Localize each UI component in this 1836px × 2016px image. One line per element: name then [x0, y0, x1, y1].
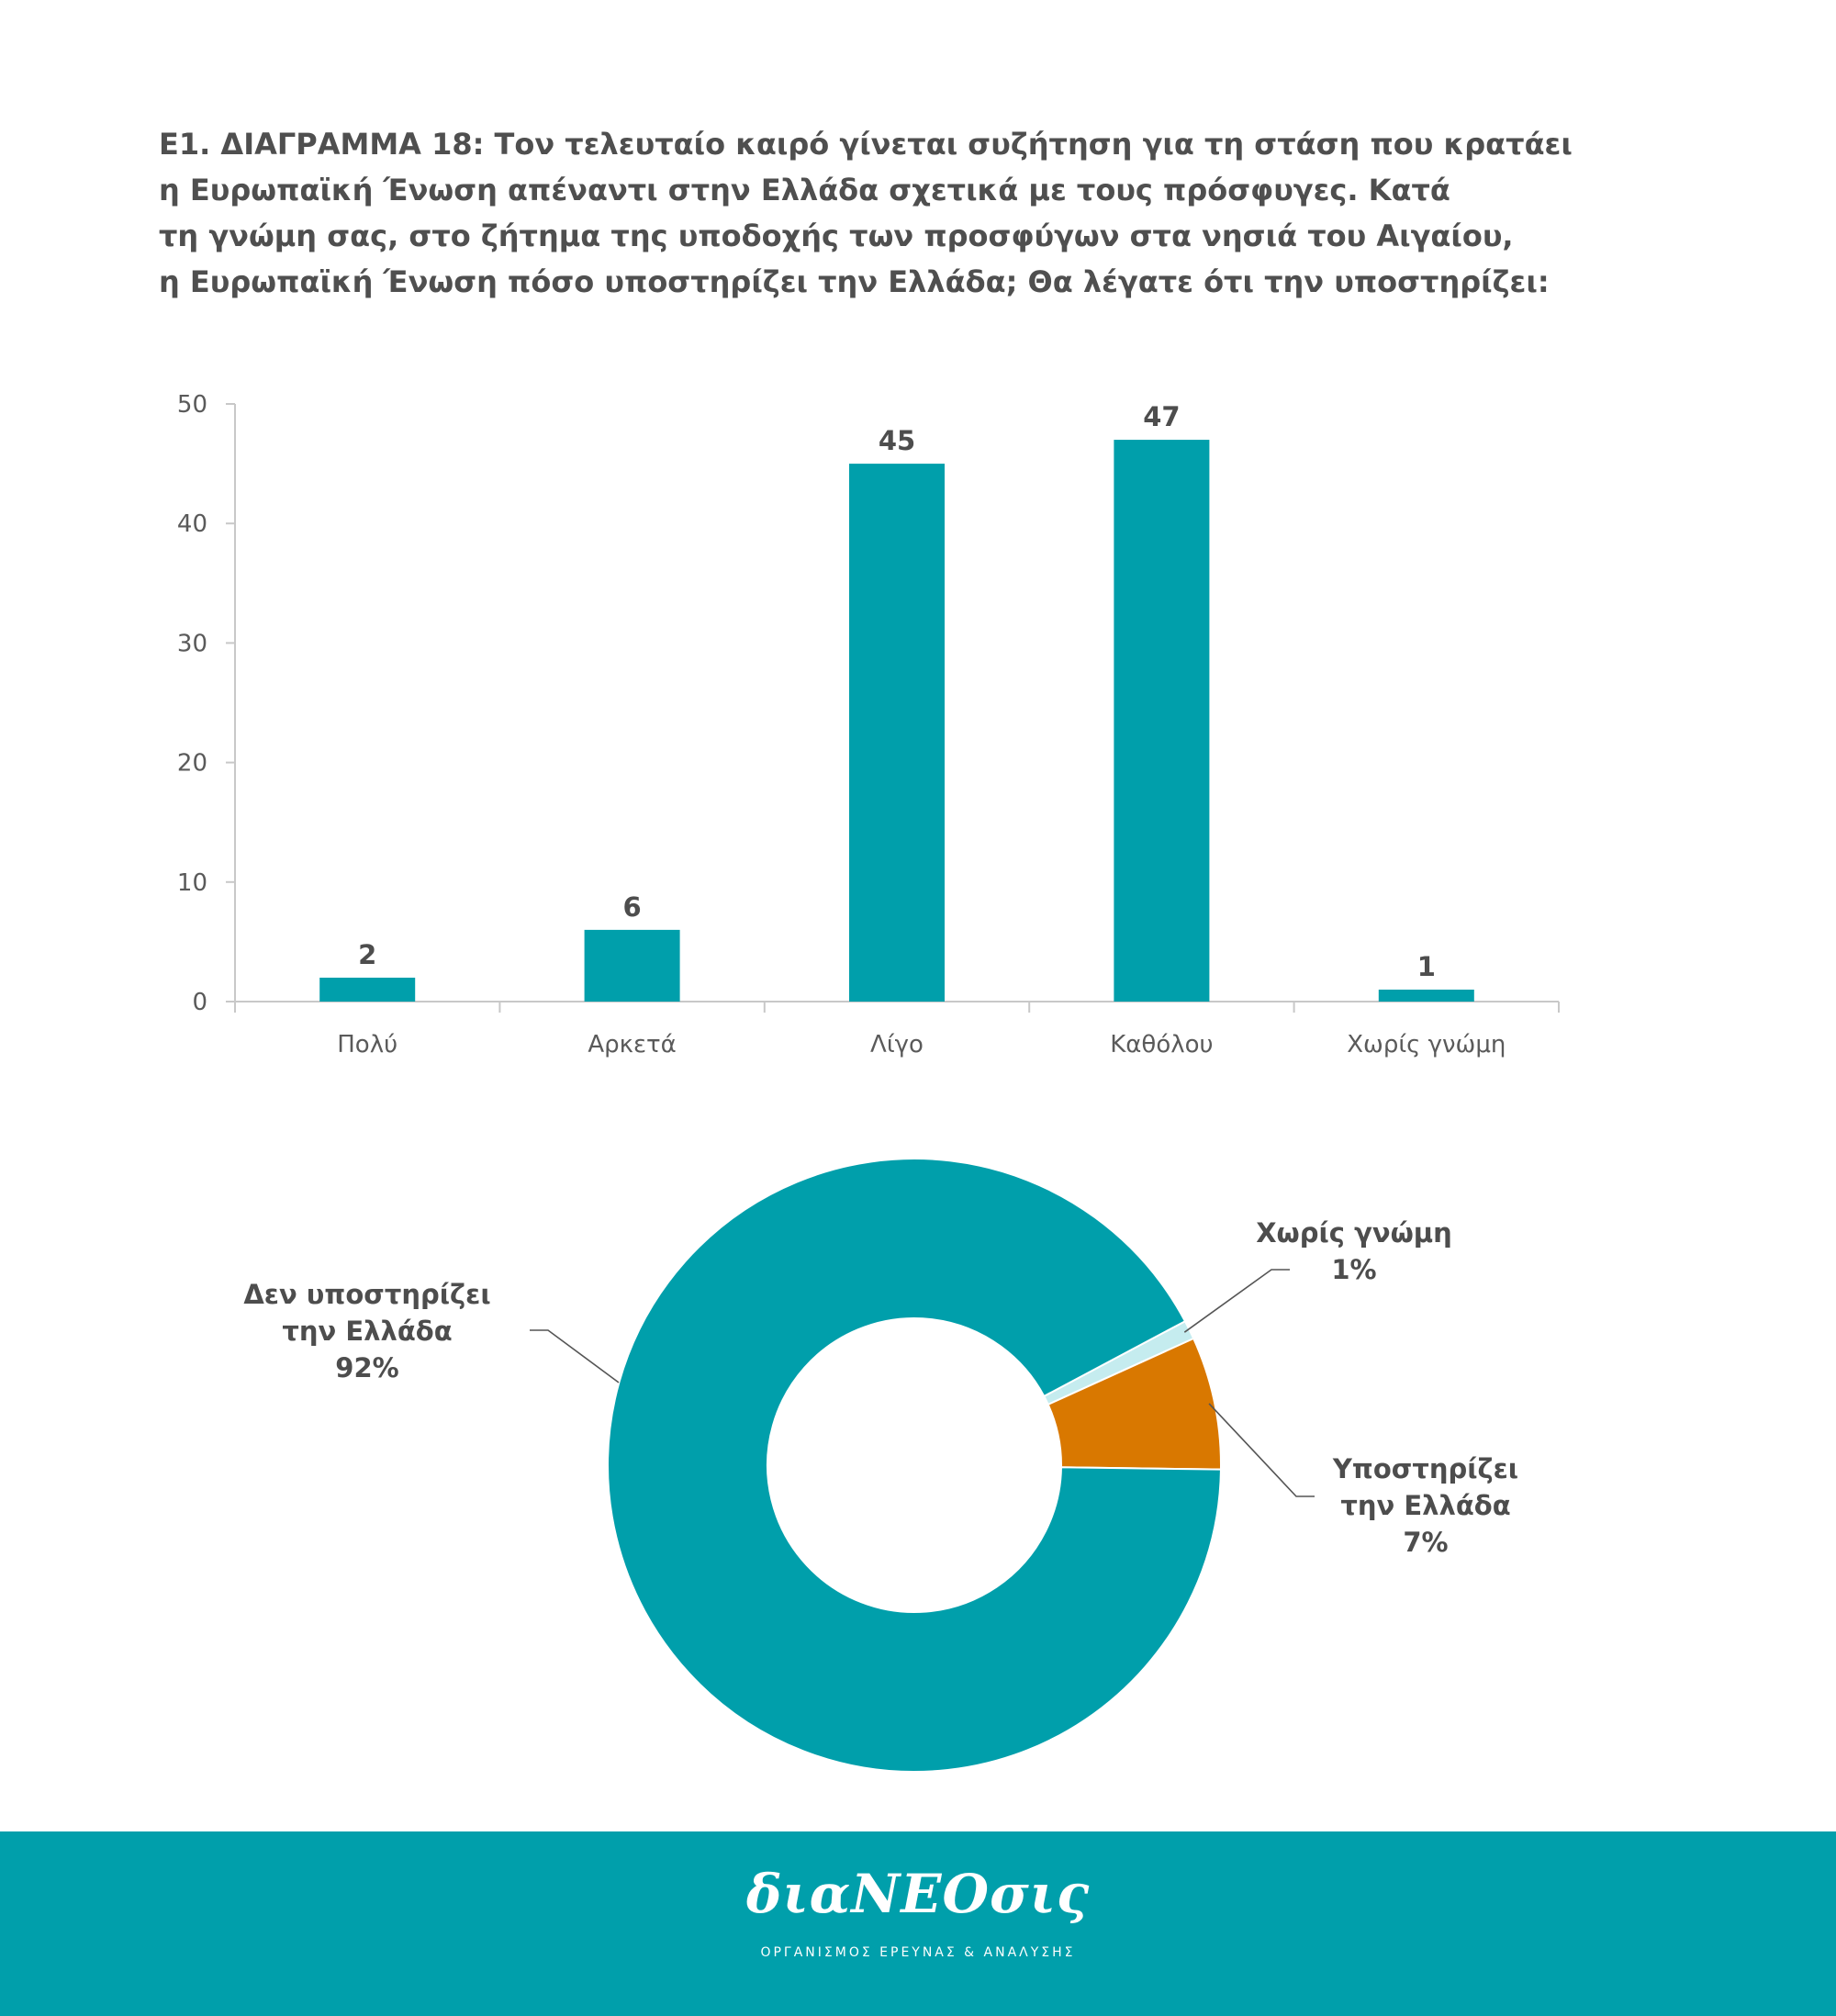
category-label-3: Καθόλου [1110, 1031, 1214, 1058]
y-tick-label-2: 20 [176, 749, 207, 778]
brand-subtitle: ΟΡΓΑΝΙΣΜΟΣ ΕΡΕΥΝΑΣ & ΑΝΑΛΥΣΗΣ [760, 1945, 1076, 1960]
bar-value-label-3: 47 [1143, 401, 1181, 433]
leader-line-0 [1184, 1270, 1290, 1332]
bar-value-label-4: 1 [1416, 950, 1436, 982]
category-label-1: Αρκετά [588, 1031, 677, 1058]
category-label-4: Χωρίς γνώμη [1347, 1031, 1506, 1058]
y-tick-label-4: 40 [176, 510, 207, 539]
leader-line-1 [1209, 1404, 1315, 1496]
title-line-1: Ε1. ΔΙΑΓΡΑΜΜΑ 18: Τον τελευταίο καιρό γίνεται συζήτηση για τη στάση που κρατάει [159, 127, 1573, 162]
y-tick-label-1: 10 [176, 868, 207, 897]
slice-label-2-line-1: την Ελλάδα [282, 1316, 453, 1347]
bar-value-label-1: 6 [622, 890, 642, 923]
donut-chart [0, 1129, 1836, 1809]
slice-label-1-line-2: 7% [1403, 1527, 1449, 1558]
brand-logo: διαΝΕΟσις [745, 1863, 1091, 1925]
category-label-0: Πολύ [337, 1031, 398, 1058]
slice-label-0-line-0: Χωρίς γνώμη [1256, 1217, 1452, 1249]
category-label-2: Λίγο [870, 1031, 924, 1058]
slice-label-1-line-0: Υποστηρίζει [1332, 1453, 1519, 1484]
bar-1 [585, 930, 680, 1002]
slice-label-2-line-0: Δεν υποστηρίζει [243, 1279, 491, 1310]
title-line-2: η Ευρωπαϊκή Ένωση απέναντι στην Ελλάδα σχετικά με τους πρόσφυγες. Κατά [159, 173, 1450, 207]
bar-chart [0, 367, 1836, 1102]
bar-value-label-2: 45 [878, 425, 916, 457]
bar-2 [849, 464, 945, 1002]
chart-title [159, 121, 1719, 305]
slice-label-1-line-1: την Ελλάδα [1340, 1490, 1511, 1521]
footer [0, 1831, 1836, 2016]
bar-value-label-0: 2 [358, 938, 377, 970]
leader-line-2 [530, 1330, 619, 1383]
bar-3 [1114, 440, 1209, 1002]
slice-label-2-line-2: 92% [335, 1352, 399, 1383]
y-tick-label-3: 30 [176, 630, 207, 658]
bar-4 [1379, 990, 1474, 1002]
slice-label-0-line-1: 1% [1331, 1254, 1377, 1285]
title-line-4: η Ευρωπαϊκή Ένωση πόσο υποστηρίζει την Ελλάδα; Θα λέγατε ότι την υποστηρίζει: [159, 264, 1550, 299]
bar-0 [319, 978, 415, 1002]
y-tick-label-0: 0 [192, 989, 207, 1016]
y-tick-label-5: 50 [176, 391, 207, 419]
title-line-3: τη γνώμη σας, στο ζήτημα της υποδοχής των προσφύγων στα νησιά του Αιγαίου, [159, 218, 1514, 253]
